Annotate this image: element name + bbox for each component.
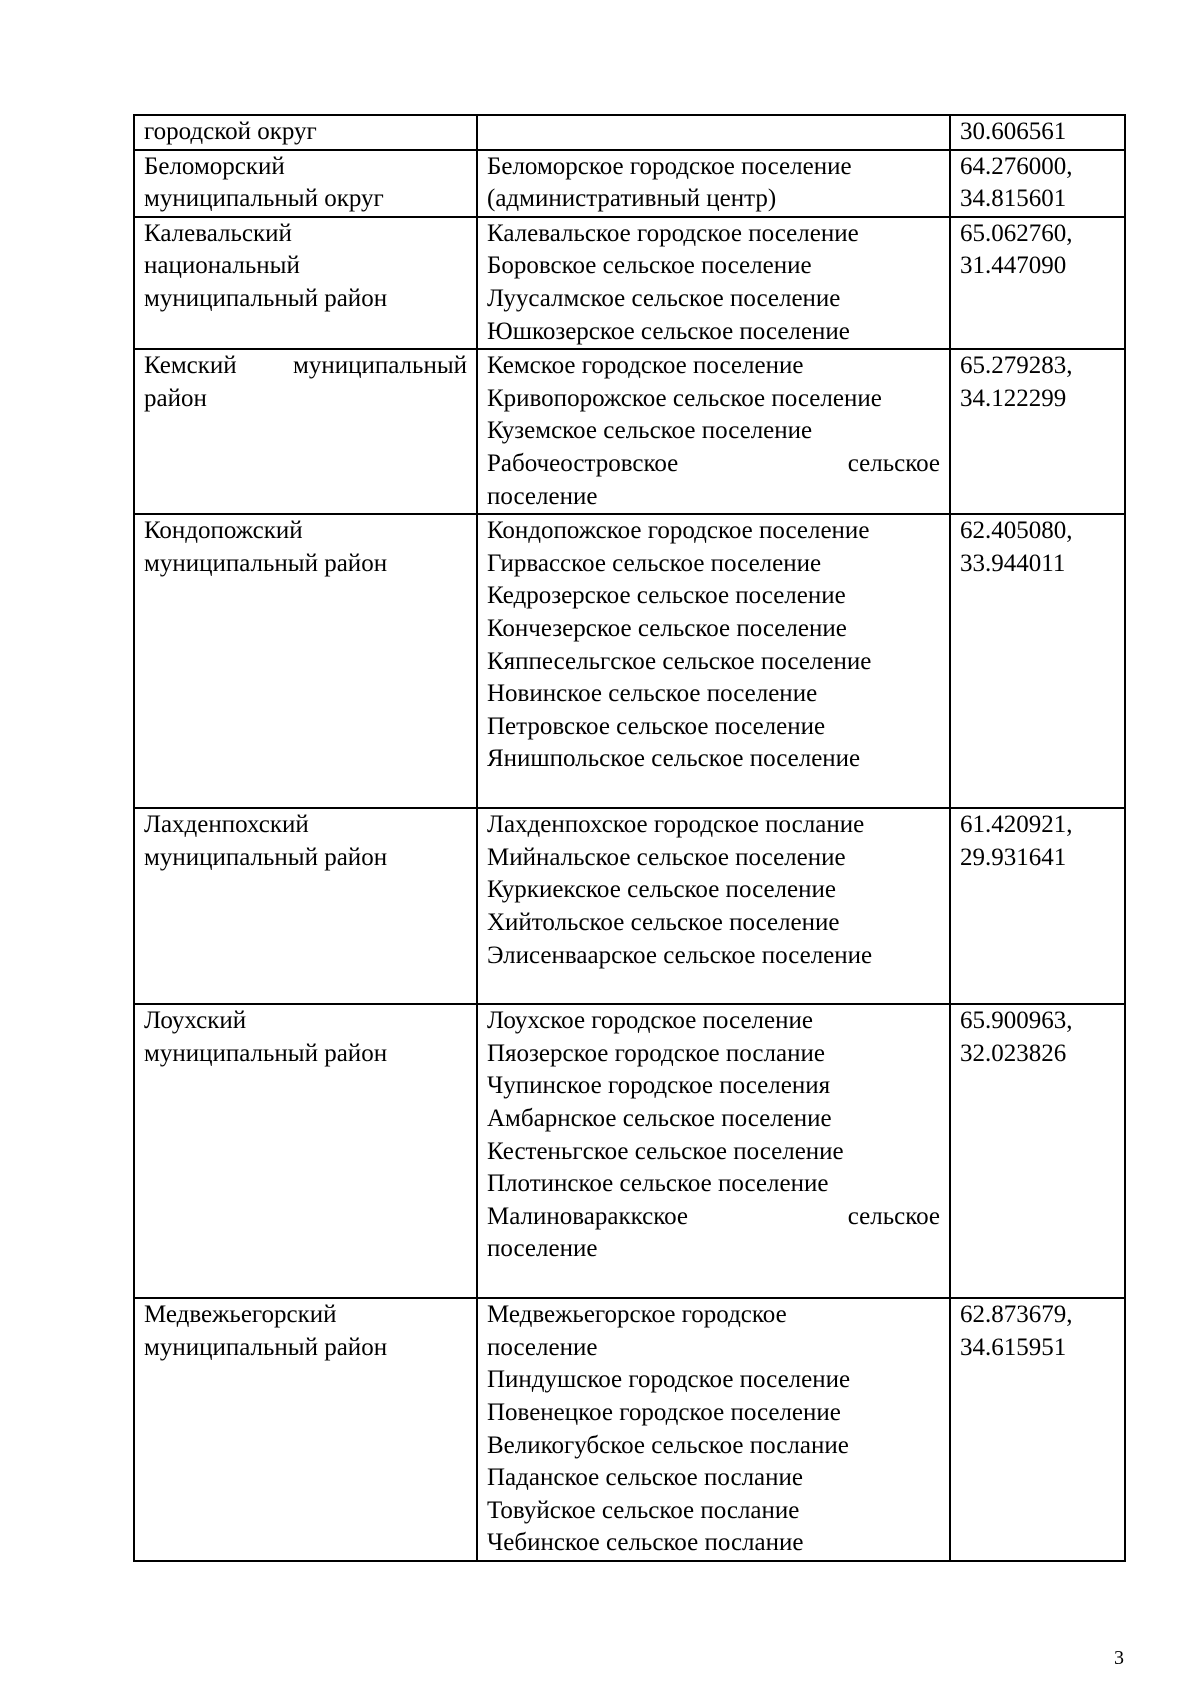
coords-line: 62.873679, [960,1301,1073,1329]
settlement-line: Кяппесельгское сельское поселение [487,647,872,675]
district-line: Медвежьегорский [144,1301,337,1329]
district-line: муниципальный район [144,1039,388,1067]
district-line: Кондопожский [144,517,303,545]
coords-line: 30.606561 [960,118,1067,145]
coords-cell [950,150,1125,217]
district-cell [134,808,477,1004]
table-row [134,349,1125,514]
settlement-line: поселение [487,482,598,510]
settlement-line: Элисенваарское сельское поселение [487,941,873,969]
district-line: Беломорский [144,152,285,180]
settlement-line: Пиндушское городское поселение [487,1366,851,1394]
settlement-line: Чупинское городское поселения [487,1072,831,1100]
settlement-line: Кедрозерское сельское поселение [487,582,846,610]
district-cell [134,514,477,808]
table-row [134,115,1125,150]
settlements-table [133,114,1126,1562]
settlement-line: Гирвасское сельское поселение [487,549,822,577]
settlements-cell [477,1004,950,1298]
settlement-line: Малиновараккское сельское [487,1202,940,1230]
settlements-cell [477,514,950,808]
coords-line: 65.279283, [960,352,1073,380]
settlement-line: Луусалмское сельское поселение [487,284,841,312]
settlement-line: Великогубское сельское послание [487,1431,849,1459]
district-line: национальный [144,252,300,280]
district-line: Кемский муниципальный [144,352,467,380]
district-line: муниципальный округ [144,185,384,213]
settlement-line: Товуйское сельское послание [487,1496,800,1524]
coords-line: 62.405080, [960,517,1073,545]
settlement-line: Чебинское сельское послание [487,1529,804,1557]
district-cell [134,349,477,514]
coords-line: 31.447090 [960,252,1067,280]
settlements-cell [477,150,950,217]
table-row [134,514,1125,808]
coords-cell [950,808,1125,1004]
settlement-line: Рабочеостровское сельское [487,449,940,477]
district-line: муниципальный район [144,843,388,871]
settlements-cell [477,115,950,150]
coords-line: 65.900963, [960,1007,1073,1035]
settlement-line: поселение [487,1235,598,1263]
settlement-line: Куземское сельское поселение [487,417,813,445]
coords-line: 34.615951 [960,1333,1067,1361]
coords-cell [950,1004,1125,1298]
coords-cell [950,349,1125,514]
settlement-line: Новинское сельское поселение [487,680,818,708]
table-row [134,217,1125,349]
coords-line: 34.122299 [960,384,1067,412]
settlement-line: Лоухское городское поселение [487,1007,813,1035]
coords-cell [950,115,1125,150]
table-row [134,808,1125,1004]
settlement-line: Лахденпохское городское послание [487,811,865,839]
settlement-line: Куркиекское сельское поселение [487,876,836,904]
settlement-line: Боровское сельское поселение [487,252,812,280]
table-row [134,1004,1125,1298]
coords-line: 34.815601 [960,185,1067,213]
settlement-line: Янишпольское сельское поселение [487,745,861,773]
settlements-cell [477,217,950,349]
coords-line: 61.420921, [960,811,1073,839]
settlement-line: Паданское сельское послание [487,1464,803,1492]
settlement-line: Кончезерское сельское поселение [487,614,847,642]
settlements-cell [477,349,950,514]
settlement-line: Медвежьегорское городское [487,1301,787,1329]
district-line: муниципальный район [144,284,388,312]
settlement-line: Петровское сельское поселение [487,712,826,740]
settlement-line: поселение [487,1333,598,1361]
settlement-line: Беломорское городское поселение [487,152,852,180]
district-line: муниципальный район [144,549,388,577]
settlement-line: Плотинское сельское поселение [487,1170,829,1198]
coords-cell [950,514,1125,808]
district-line: район [144,384,207,412]
settlement-line: Мийнальское сельское поселение [487,843,846,871]
settlement-line: Пяозерское городское послание [487,1039,825,1067]
coords-line: 33.944011 [960,549,1066,577]
settlement-line: (административный центр) [487,185,777,213]
district-cell [134,115,477,150]
district-line: городской округ [144,118,317,145]
coords-line: 64.276000, [960,152,1073,180]
coords-line: 65.062760, [960,219,1073,247]
coords-cell [950,1298,1125,1561]
settlements-cell [477,808,950,1004]
settlement-line: Кривопорожское сельское поселение [487,384,882,412]
settlement-line: Амбарнское сельское поселение [487,1104,832,1132]
settlement-line: Калевальское городское поселение [487,219,859,247]
district-line: Калевальский [144,219,292,247]
page-number: 3 [1114,1647,1124,1669]
settlements-cell [477,1298,950,1561]
settlement-line: Кемское городское поселение [487,352,804,380]
table-row [134,150,1125,217]
district-cell [134,217,477,349]
district-cell [134,1298,477,1561]
district-line: Лоухский [144,1007,247,1035]
table-row [134,1298,1125,1561]
coords-line: 32.023826 [960,1039,1067,1067]
district-cell [134,150,477,217]
settlement-line: Кестеньгское сельское поселение [487,1137,844,1165]
settlement-line: Повенецкое городское поселение [487,1398,841,1426]
district-line: Лахденпохский [144,811,309,839]
settlement-line: Юшкозерское сельское поселение [487,317,850,345]
settlement-line: Хийтольское сельское поселение [487,908,840,936]
coords-line: 29.931641 [960,843,1067,871]
settlement-line: Кондопожское городское поселение [487,517,870,545]
coords-cell [950,217,1125,349]
district-line: муниципальный район [144,1333,388,1361]
district-cell [134,1004,477,1298]
